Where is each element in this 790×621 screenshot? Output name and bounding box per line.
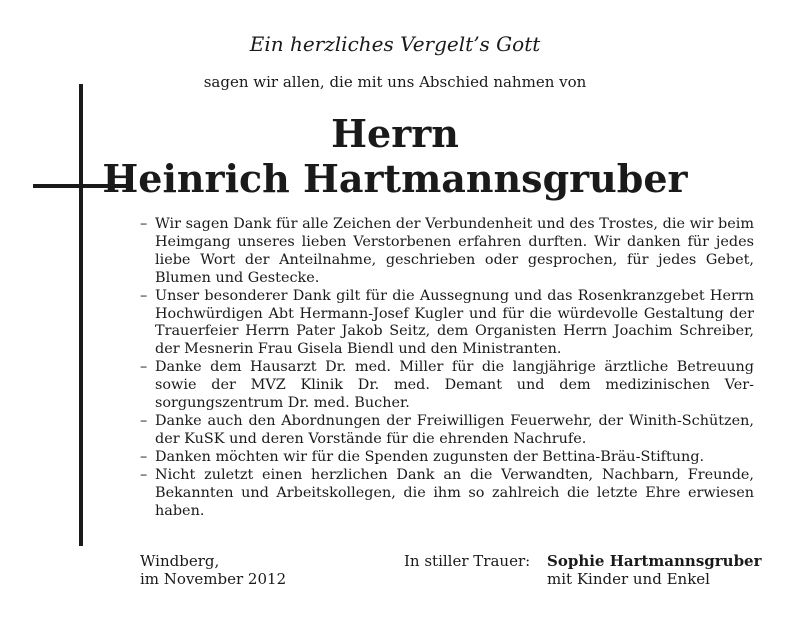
- mourning-label: In stiller Trauer:: [404, 552, 531, 570]
- thanks-paragraph: – Unser besonderer Dank gilt für die Aussegnung und das Rosenkranzgebet Herrn Hochwürdigen Abt Hermann-Josef Kugler und für die würdevolle Gestaltung der Trauerfeier Herrn Pater Jakob Seitz, dem Organisten Herrn Joachim Schreiber, der Mesnerin Frau Gisela Biendl und den Ministranten.: [140, 288, 754, 360]
- thanks-paragraph: – Danke auch den Abordnungen der Freiwilligen Feuerwehr, der Winith-Schützen, der KuSK und deren Vorstände für die ehrenden Nachrufe.: [140, 413, 754, 449]
- date: im November 2012: [140, 570, 287, 588]
- place: Windberg,: [140, 552, 220, 570]
- heading-subtitle: sagen wir allen, die mit uns Abschied nahmen von: [203, 73, 587, 91]
- thanks-paragraph: – Danke dem Hausarzt Dr. med. Miller für die langjährige ärztliche Betreuung sowie der MVZ Klinik Dr. med. Demant und dem medizinischen Versorgungszentrum Dr. med. Bucher.: [140, 359, 754, 413]
- thanks-paragraph: – Wir sagen Dank für alle Zeichen der Verbundenheit und des Trostes, die wir beim Heimgang unseres lieben Verstorbenen erfahren durften. Wir danken für jedes liebe Wort der Anteilnahme, geschrieben oder gesprochen, für jedes Gebet, Blumen und Gestecke.: [140, 216, 754, 288]
- signer-name: Sophie Hartmannsgruber: [547, 552, 762, 570]
- deceased-salutation: Herrn: [331, 111, 459, 156]
- deceased-name: Heinrich Hartmannsgruber: [102, 156, 688, 201]
- thanks-paragraph: – Danken möchten wir für die Spenden zugunsten der Bettina-Bräu-Stiftung.: [140, 449, 754, 467]
- signature-block: [547, 552, 762, 588]
- signer-family: mit Kinder und Enkel: [547, 570, 710, 588]
- thanks-list: [140, 216, 754, 520]
- place-date: [140, 552, 286, 588]
- heading-title: Ein herzliches Vergelt’s Gott: [249, 32, 541, 56]
- thanks-paragraph: – Nicht zuletzt einen herzlichen Dank an die Verwandten, Nachbarn, Freunde, Bekannten und Arbeitskollegen, die ihm so zahlreich die letzte Ehre erwiesen haben.: [140, 467, 754, 521]
